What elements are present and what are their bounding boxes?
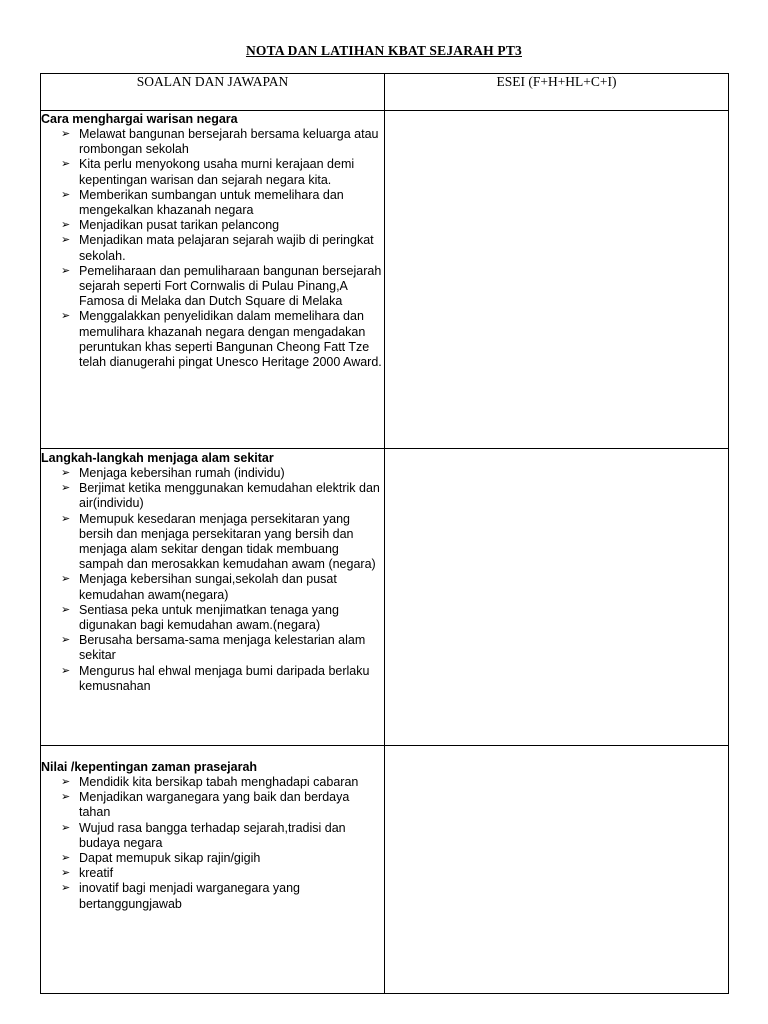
list-item-text: Memupuk kesedaran menjaga persekitaran yang bersih dan menjaga persekitaran yang bersih dan menjaga alam sekitar dengan tidak membuang sampah dan merosakkan kemudahan awam (negara) — [79, 511, 376, 572]
arrowhead-bullet-icon: ➢ — [61, 188, 71, 201]
arrowhead-bullet-icon: ➢ — [61, 852, 71, 865]
arrowhead-bullet-icon: ➢ — [61, 791, 71, 804]
list-item — [41, 633, 384, 663]
table-row — [41, 111, 729, 449]
list-item-text: Menggalakkan penyelidikan dalam memelihara dan memulihara khazanah negara dengan mengadakan peruntukan khas seperti Bangunan Cheong Fatt Tze telah dianugerahi pingat Unesco Heritage 2000 Award. — [79, 309, 382, 370]
list-item — [41, 233, 384, 263]
table-row — [41, 449, 729, 746]
arrowhead-bullet-icon: ➢ — [61, 512, 71, 525]
list-item-text: Mendidik kita bersikap tabah menghadapi cabaran — [79, 775, 359, 789]
arrowhead-bullet-icon: ➢ — [61, 467, 71, 479]
list-item-text: Menjadikan mata pelajaran sejarah wajib di peringkat sekolah. — [79, 233, 374, 263]
list-item — [41, 664, 384, 694]
questions-cell — [41, 449, 385, 746]
arrowhead-bullet-icon: ➢ — [61, 264, 71, 277]
arrowhead-bullet-icon: ➢ — [61, 219, 71, 232]
list-item — [41, 603, 384, 633]
arrowhead-bullet-icon: ➢ — [61, 234, 71, 247]
list-item — [41, 881, 384, 911]
list-item — [41, 866, 384, 881]
arrowhead-bullet-icon: ➢ — [61, 664, 71, 677]
section-heading: Cara menghargai warisan negara — [41, 112, 238, 126]
list-item — [41, 218, 384, 233]
list-item — [41, 512, 384, 573]
table-header-row — [41, 74, 729, 111]
questions-cell — [41, 746, 385, 994]
questions-cell — [41, 111, 385, 449]
list-item — [41, 127, 384, 157]
arrowhead-bullet-icon: ➢ — [61, 882, 71, 895]
list-item — [41, 157, 384, 187]
list-item-text: Menjadikan pusat tarikan pelancong — [79, 218, 280, 233]
answer-list — [41, 775, 384, 912]
list-item-text: Memberikan sumbangan untuk memelihara dan mengekalkan khazanah negara — [79, 187, 344, 218]
section-heading: Nilai /kepentingan zaman prasejarah — [41, 760, 258, 774]
page-title: NOTA DAN LATIHAN KBAT SEJARAH PT3 — [245, 43, 522, 58]
column-header-questions: SOALAN DAN JAWAPAN — [41, 74, 385, 111]
arrowhead-bullet-icon: ➢ — [61, 867, 71, 880]
list-item-text: Melawat bangunan bersejarah bersama keluarga atau rombongan sekolah — [79, 127, 379, 157]
list-item-text: Dapat memupuk sikap rajin/gigih — [79, 851, 261, 866]
list-item-text: Berusaha bersama-sama menjaga kelestarian alam sekitar — [79, 633, 366, 663]
list-item — [41, 466, 384, 481]
list-item-text: Pemeliharaan dan pemuliharaan bangunan bersejarah sejarah seperti Fort Cornwalis di Pulau Pinang,A Famosa di Melaka dan Dutch Square di Melaka — [79, 263, 382, 309]
essay-cell — [385, 746, 729, 994]
list-item-text: Sentiasa peka untuk menjimatkan tenaga yang digunakan bagi kemudahan awam.(negara) — [79, 602, 339, 633]
list-item — [41, 481, 384, 511]
list-item — [41, 775, 384, 790]
list-item — [41, 851, 384, 866]
list-item-text: Berjimat ketika menggunakan kemudahan elektrik dan air(individu) — [79, 481, 380, 511]
section-heading: Langkah-langkah menjaga alam sekitar — [41, 451, 274, 465]
arrowhead-bullet-icon: ➢ — [61, 158, 71, 171]
answer-list — [41, 466, 384, 694]
arrowhead-bullet-icon: ➢ — [61, 573, 71, 586]
list-item — [41, 188, 384, 218]
list-item — [41, 821, 384, 851]
list-item-text: Mengurus hal ehwal menjaga bumi daripada berlaku kemusnahan — [79, 663, 370, 693]
column-header-essay: ESEI (F+H+HL+C+I) — [385, 74, 729, 111]
list-item-text: Kita perlu menyokong usaha murni kerajaan demi kepentingan warisan dan sejarah negara kita. — [79, 157, 355, 187]
list-item — [41, 790, 384, 820]
list-item — [41, 264, 384, 310]
answer-list — [41, 127, 384, 370]
essay-cell — [385, 449, 729, 746]
arrowhead-bullet-icon: ➢ — [61, 603, 71, 616]
table-row — [41, 746, 729, 994]
list-item-text: Menjaga kebersihan sungai,sekolah dan pusat kemudahan awam(negara) — [79, 572, 337, 602]
list-item-text: Menjadikan warganegara yang baik dan berdaya tahan — [79, 790, 350, 820]
arrowhead-bullet-icon: ➢ — [61, 310, 71, 323]
notes-table — [40, 73, 729, 994]
arrowhead-bullet-icon: ➢ — [61, 634, 71, 647]
list-item-text: inovatif bagi menjadi warganegara yang bertanggungjawab — [79, 881, 300, 911]
list-item — [41, 572, 384, 602]
list-item-text: Menjaga kebersihan rumah (individu) — [79, 466, 285, 480]
arrowhead-bullet-icon: ➢ — [61, 128, 71, 140]
essay-cell — [385, 111, 729, 449]
list-item-text: kreatif — [79, 866, 114, 881]
list-item-text: Wujud rasa bangga terhadap sejarah,tradisi dan budaya negara — [79, 820, 346, 850]
arrowhead-bullet-icon: ➢ — [61, 482, 71, 495]
list-item — [41, 309, 384, 370]
arrowhead-bullet-icon: ➢ — [61, 821, 71, 834]
arrowhead-bullet-icon: ➢ — [61, 776, 71, 788]
